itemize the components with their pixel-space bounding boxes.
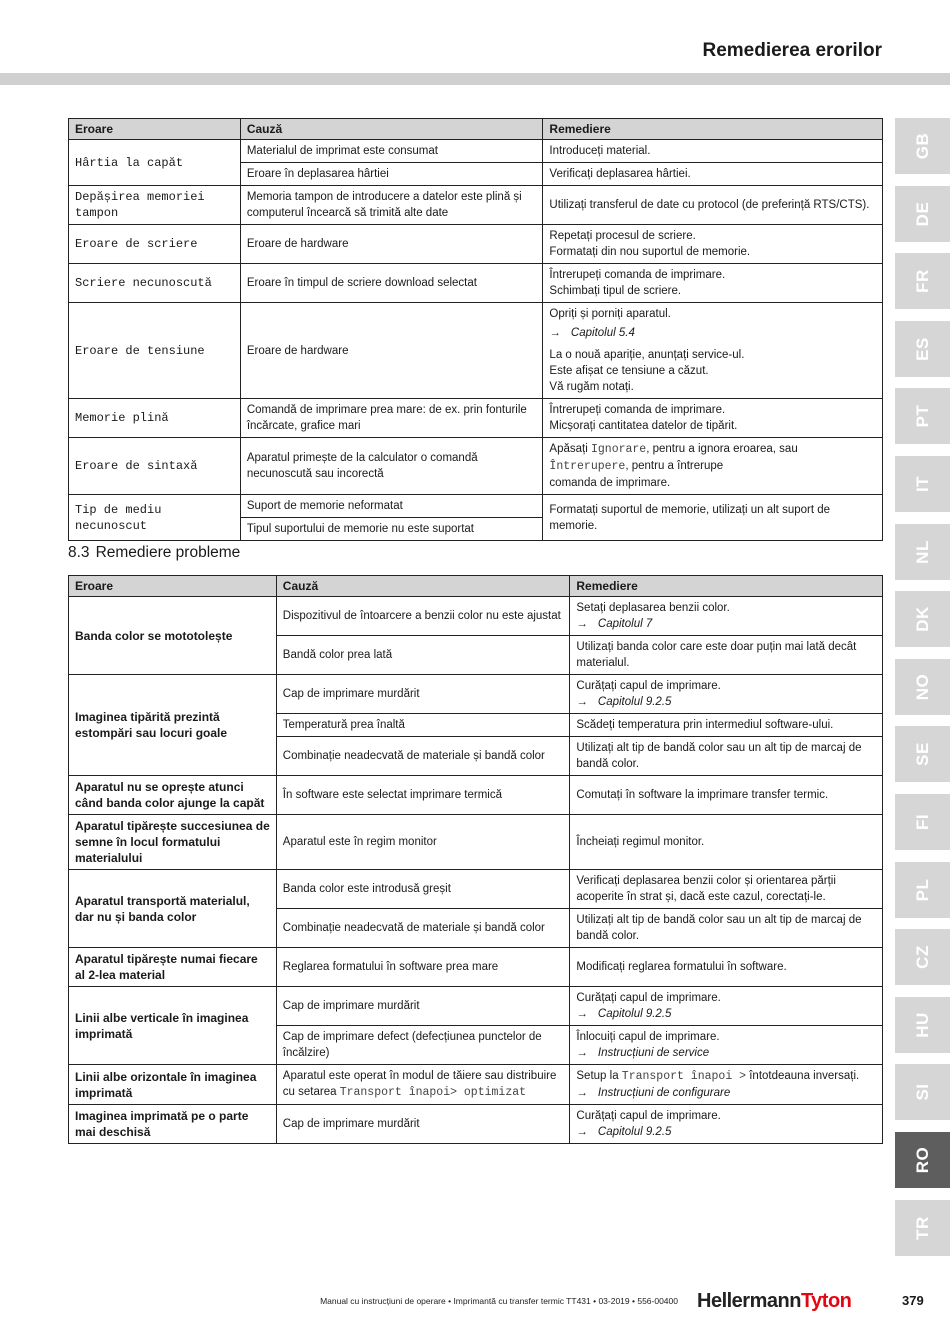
lang-tab-gb[interactable] <box>895 118 950 174</box>
error-cell: Imaginea imprimată pe o parte mai deschisă <box>69 1105 277 1144</box>
cause-cell: Banda color este introdusă greșit <box>276 870 570 909</box>
remedy-line: Vă rugăm notați. <box>549 381 634 393</box>
remedy-cell <box>570 675 883 714</box>
cause-cell: În software este selectat imprimare termică <box>276 776 570 815</box>
lang-tab-label: FR <box>912 269 932 293</box>
lang-tab-si[interactable] <box>895 1064 950 1120</box>
cause-cell: Combinație neadecvată de materiale și bandă color <box>276 737 570 776</box>
cause-cell: Aparatul este în regim monitor <box>276 815 570 870</box>
header-cause: Cauză <box>240 119 543 140</box>
reference-label: Capitolul 9.2.5 <box>597 1008 672 1020</box>
remedy-cell <box>543 303 883 399</box>
remedy-cell <box>543 225 883 264</box>
remedy-cell: Introduceți material. <box>543 140 883 163</box>
remedy-cell <box>570 1026 883 1065</box>
troubleshooting-table <box>68 575 883 1144</box>
remedy-line: La o nouă apariție, anunțați service-ul. <box>549 349 745 361</box>
remedy-line: Setați deplasarea benzii color. <box>576 602 730 614</box>
remedy-cell <box>543 264 883 303</box>
error-cell: Depășirea memoriei tampon <box>69 186 241 225</box>
header-error: Eroare <box>69 119 241 140</box>
key-ignore: Ignorare <box>590 443 647 456</box>
cause-cell: Memoria tampon de introducere a datelor este plină și computerul încearcă să trimită alte date <box>240 186 543 225</box>
lang-tab-label: HU <box>912 1012 932 1038</box>
error-cell: Linii albe verticale în imaginea imprimată <box>69 987 277 1065</box>
chapter-reference[interactable] <box>576 616 876 632</box>
table-header-row <box>69 576 883 597</box>
remedy-text: întotdeauna inversați. <box>746 1070 860 1082</box>
error-cell: Eroare de scriere <box>69 225 241 264</box>
remedy-text: comanda de imprimare. <box>549 477 671 489</box>
error-cell: Memorie plină <box>69 399 241 438</box>
lang-tab-label: ES <box>912 337 932 361</box>
remedy-cell: Utilizați banda color care este doar puțin mai lată decât materialul. <box>570 636 883 675</box>
lang-tab-label: CZ <box>912 945 932 969</box>
cause-cell: Eroare de hardware <box>240 225 543 264</box>
remedy-line: Curățați capul de imprimare. <box>576 992 721 1004</box>
cause-cell: Temperatură prea înaltă <box>276 714 570 737</box>
lang-tab-label: TR <box>912 1216 932 1240</box>
cause-cell: Combinație neadecvată de materiale și bandă color <box>276 909 570 948</box>
remedy-text: Setup la <box>576 1070 622 1082</box>
table-row <box>69 815 883 870</box>
remedy-cell <box>570 987 883 1026</box>
error-cell: Aparatul nu se oprește atunci când banda color ajunge la capăt <box>69 776 277 815</box>
remedy-cell: Utilizați alt tip de bandă color sau un alt tip de marcaj de bandă color. <box>570 737 883 776</box>
page-footer <box>0 1290 950 1312</box>
remedy-cell: Comutați în software la imprimare transfer termic. <box>570 776 883 815</box>
cause-cell: Dispozitivul de întoarcere a benzii color nu este ajustat <box>276 597 570 636</box>
lang-tab-label: PT <box>912 404 932 428</box>
brand-logo <box>697 1290 851 1313</box>
remedy-line: Curățați capul de imprimare. <box>576 680 721 692</box>
table-row <box>69 225 883 264</box>
cause-cell: Tipul suportului de memorie nu este suportat <box>240 518 543 541</box>
brand-part2: Tyton <box>800 1290 852 1312</box>
remedy-line: Este afișat ce tensiune a căzut. <box>549 365 709 377</box>
remedy-cell: Verificați deplasarea hârtiei. <box>543 163 883 186</box>
lang-tab-label: DE <box>912 201 932 227</box>
lang-tab-label: NO <box>912 673 932 701</box>
manual-reference[interactable] <box>576 1045 876 1061</box>
arrow-right-icon: → <box>576 1047 588 1059</box>
error-cell: Tip de mediu necunoscut <box>69 495 241 541</box>
page-title: Remedierea erorilor <box>702 40 882 61</box>
lang-tab-no[interactable] <box>895 659 950 715</box>
lang-tab-fr[interactable] <box>895 253 950 309</box>
remedy-cell: Scădeți temperatura prin intermediul software-ului. <box>570 714 883 737</box>
table-row <box>69 675 883 714</box>
remedy-cell: Utilizați transferul de date cu protocol (de preferință RTS/CTS). <box>543 186 883 225</box>
cause-cell: Eroare în deplasarea hârtiei <box>240 163 543 186</box>
chapter-reference[interactable] <box>576 694 876 710</box>
chapter-reference[interactable] <box>576 1006 876 1022</box>
cause-cell: Comandă de imprimare prea mare: de ex. prin fonturile încărcate, grafice mari <box>240 399 543 438</box>
reference-label: Instrucțiuni de service <box>597 1047 710 1059</box>
remedy-line: Întrerupeți comanda de imprimare. <box>549 269 726 281</box>
error-cell: Imaginea tipărită prezintă estompări sau locuri goale <box>69 675 277 776</box>
error-table <box>68 118 883 541</box>
error-cell: Eroare de tensiune <box>69 303 241 399</box>
brand-part1: Hellermann <box>697 1290 801 1312</box>
section-title: Remediere probleme <box>95 544 241 561</box>
table-header-row <box>69 119 883 140</box>
cause-cell: Eroare de hardware <box>240 303 543 399</box>
lang-tab-nl[interactable] <box>895 524 950 580</box>
remedy-cell <box>570 1065 883 1105</box>
remedy-text: , pentru a întrerupe <box>625 460 724 472</box>
remedy-cell <box>543 438 883 495</box>
arrow-right-icon: → <box>576 1008 588 1020</box>
remedy-line: Micșorați cantitatea datelor de tipărit. <box>549 420 738 432</box>
remedy-line: Întrerupeți comanda de imprimare. <box>549 404 726 416</box>
footer-text: Manual cu instrucțiuni de operare • Imprimantă cu transfer termic TT431 • 03-2019 • 556-00400 <box>320 1296 678 1306</box>
chapter-reference[interactable] <box>576 1124 876 1140</box>
cause-text: Aparatul este operat în modul de tăiere sau distribuire cu setarea <box>282 1070 557 1098</box>
lang-tab-hu[interactable] <box>895 997 950 1053</box>
cause-cell: Cap de imprimare murdărit <box>276 675 570 714</box>
table-row <box>69 948 883 987</box>
setting-value: Transport înapoi > <box>621 1070 747 1083</box>
cause-cell: Cap de imprimare murdărit <box>276 987 570 1026</box>
error-cell: Linii albe orizontale în imaginea imprimată <box>69 1065 277 1105</box>
remedy-line: Opriți și porniți aparatul. <box>549 308 671 320</box>
arrow-right-icon: → <box>576 618 588 630</box>
reference-label: Capitolul 9.2.5 <box>597 696 672 708</box>
error-cell: Aparatul transportă materialul, dar nu și banda color <box>69 870 277 948</box>
remedy-text: Apăsați <box>549 443 591 455</box>
lang-tab-label: DK <box>912 606 932 632</box>
header-cause: Cauză <box>276 576 570 597</box>
remedy-line: Formatați din nou suportul de memorie. <box>549 246 751 258</box>
lang-tab-es[interactable] <box>895 321 950 377</box>
remedy-cell: Utilizați alt tip de bandă color sau un alt tip de marcaj de bandă color. <box>570 909 883 948</box>
lang-tab-label: SI <box>912 1083 932 1101</box>
remedy-cell: Formatați suportul de memorie, utilizați un alt suport de memorie. <box>543 495 883 541</box>
lang-tab-de[interactable] <box>895 186 950 242</box>
lang-tab-it[interactable] <box>895 456 950 512</box>
lang-tab-label: SE <box>912 742 932 766</box>
table-row <box>69 987 883 1026</box>
lang-tab-label: PL <box>912 878 932 902</box>
cause-cell: Cap de imprimare defect (defecțiunea punctelor de încălzire) <box>276 1026 570 1065</box>
header-remedy: Remediere <box>570 576 883 597</box>
error-cell: Hârtia la capăt <box>69 140 241 186</box>
setting-value: Transport înapoi> optimizat <box>339 1086 527 1099</box>
arrow-right-icon: → <box>576 696 588 708</box>
lang-tab-fi[interactable] <box>895 794 950 850</box>
lang-tab-dk[interactable] <box>895 591 950 647</box>
table-row <box>69 399 883 438</box>
table-row <box>69 140 883 163</box>
lang-tab-label: GB <box>912 132 932 160</box>
remedy-cell: Modificați reglarea formatului în software. <box>570 948 883 987</box>
page-number: 379 <box>902 1293 924 1308</box>
cause-cell <box>276 1065 570 1105</box>
remedy-text: , pentru a ignora eroarea, sau <box>646 443 798 455</box>
lang-tab-cz[interactable] <box>895 929 950 985</box>
remedy-cell: Verificați deplasarea benzii color și orientarea părții acoperite în strat și, dacă este cazul, corectați-le. <box>570 870 883 909</box>
table-row <box>69 1105 883 1144</box>
header-remedy: Remediere <box>543 119 883 140</box>
error-cell: Banda color se mototolește <box>69 597 277 675</box>
table-row <box>69 1065 883 1105</box>
error-cell: Eroare de sintaxă <box>69 438 241 495</box>
reference-label: Capitolul 5.4 <box>570 327 635 339</box>
remedy-line: Curățați capul de imprimare. <box>576 1110 721 1122</box>
lang-tab-label: IT <box>912 475 932 493</box>
lang-tab-se[interactable] <box>895 726 950 782</box>
remedy-cell <box>570 597 883 636</box>
lang-tab-label: FI <box>912 813 932 831</box>
table-row <box>69 303 883 399</box>
table-row <box>69 495 883 518</box>
lang-tab-pl[interactable] <box>895 862 950 918</box>
cause-cell: Suport de memorie neformatat <box>240 495 543 518</box>
cause-cell: Aparatul primește de la calculator o comandă necunoscută sau incorectă <box>240 438 543 495</box>
key-interrupt: Întrerupere <box>549 460 626 473</box>
chapter-reference[interactable] <box>549 325 876 341</box>
table-row <box>69 870 883 909</box>
lang-tab-ro[interactable] <box>895 1132 950 1188</box>
lang-tab-label: RO <box>912 1146 932 1174</box>
table-row <box>69 186 883 225</box>
remedy-line: Schimbați tipul de scriere. <box>549 285 682 297</box>
remedy-cell <box>570 1105 883 1144</box>
manual-reference[interactable] <box>576 1085 876 1101</box>
error-cell: Aparatul tipărește succesiunea de semne în locul formatului materialului <box>69 815 277 870</box>
lang-tab-pt[interactable] <box>895 388 950 444</box>
error-cell: Scriere necunoscută <box>69 264 241 303</box>
arrow-right-icon: → <box>576 1126 588 1138</box>
cause-cell: Materialul de imprimat este consumat <box>240 140 543 163</box>
arrow-right-icon: → <box>576 1087 588 1099</box>
cause-cell: Eroare în timpul de scriere download selectat <box>240 264 543 303</box>
reference-label: Instrucțiuni de configurare <box>597 1087 731 1099</box>
section-number: 8.3 <box>68 544 90 561</box>
remedy-cell: Încheiați regimul monitor. <box>570 815 883 870</box>
reference-label: Capitolul 9.2.5 <box>597 1126 672 1138</box>
cause-cell: Cap de imprimare murdărit <box>276 1105 570 1144</box>
arrow-right-icon: → <box>549 327 561 339</box>
remedy-line: Repetați procesul de scriere. <box>549 230 696 242</box>
lang-tab-tr[interactable] <box>895 1200 950 1256</box>
lang-tab-label: NL <box>912 540 932 564</box>
error-cell: Aparatul tipărește numai fiecare al 2-lea material <box>69 948 277 987</box>
reference-label: Capitolul 7 <box>597 618 653 630</box>
cause-cell: Bandă color prea lată <box>276 636 570 675</box>
table-row <box>69 597 883 636</box>
table-row <box>69 264 883 303</box>
section-heading <box>68 544 240 562</box>
header-error: Eroare <box>69 576 277 597</box>
header-rule <box>0 73 950 85</box>
table-row <box>69 776 883 815</box>
remedy-cell <box>543 399 883 438</box>
remedy-line: Înlocuiți capul de imprimare. <box>576 1031 720 1043</box>
cause-cell: Reglarea formatului în software prea mare <box>276 948 570 987</box>
table-row <box>69 438 883 495</box>
